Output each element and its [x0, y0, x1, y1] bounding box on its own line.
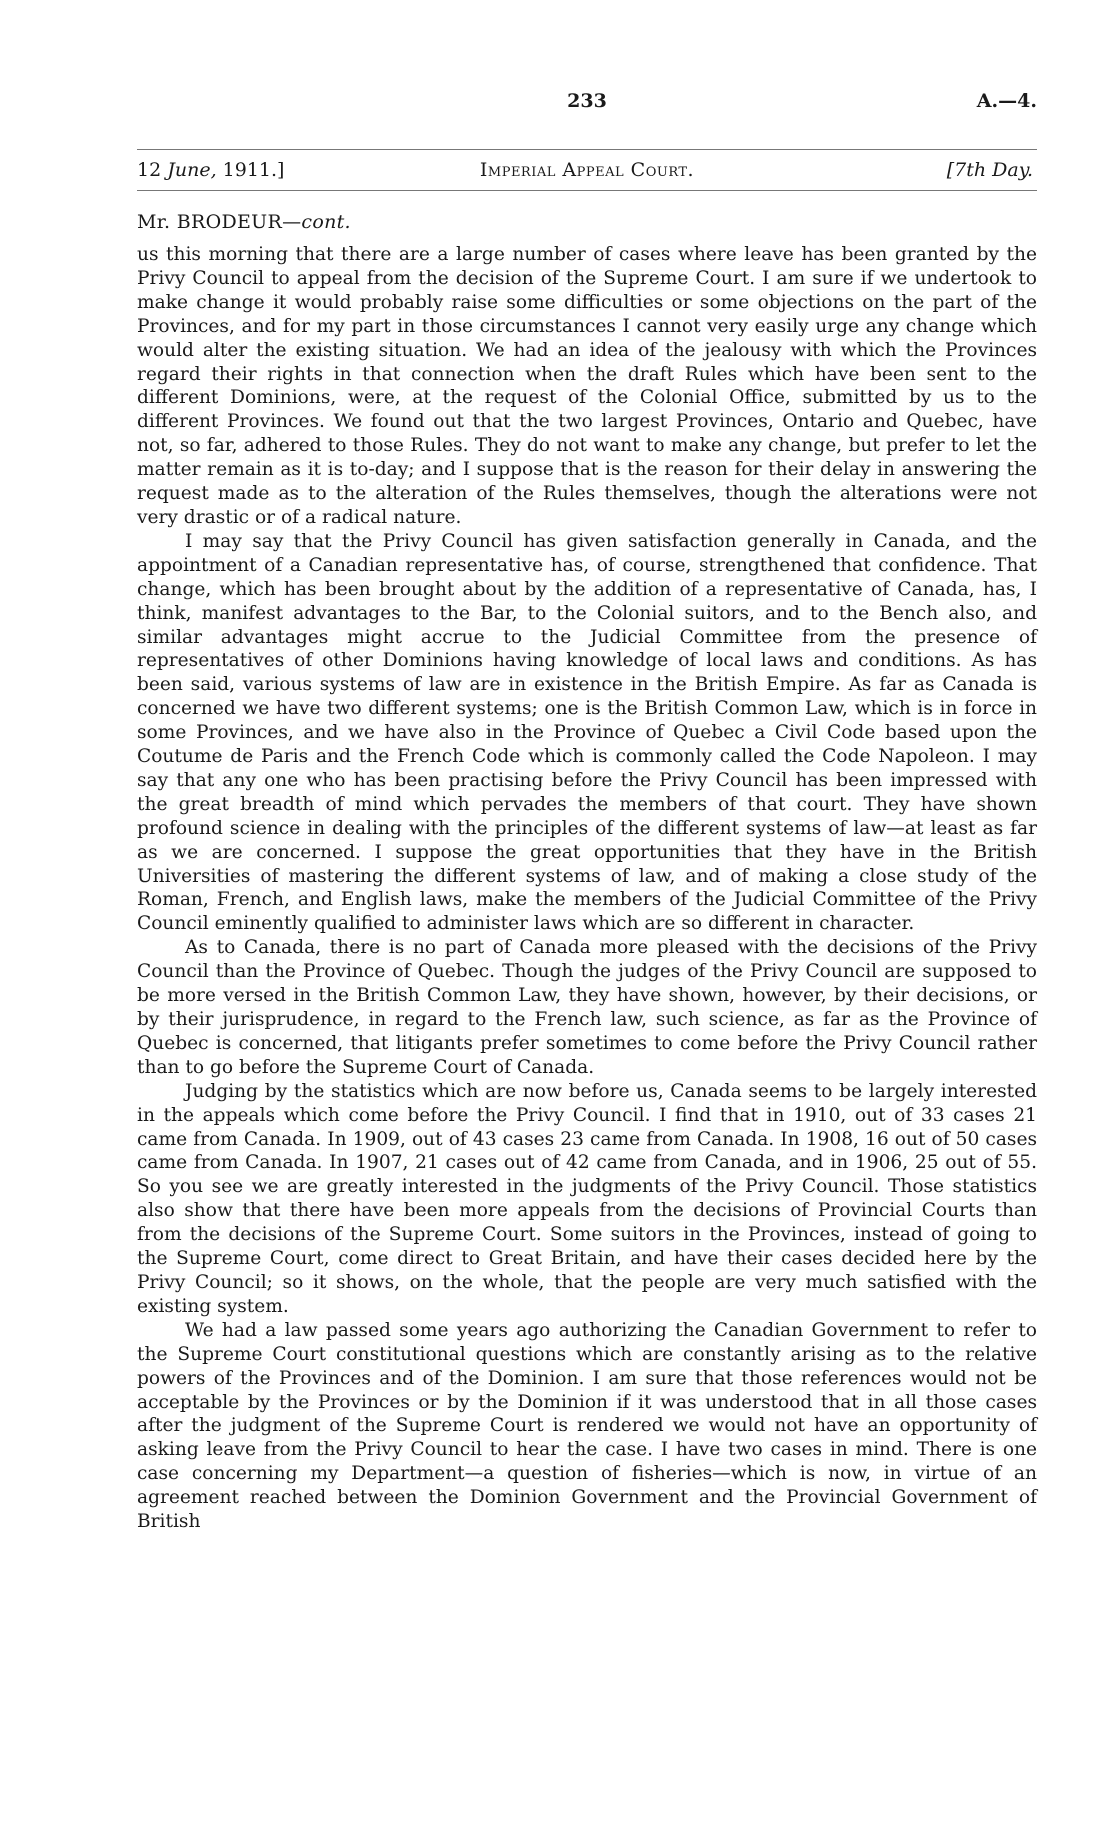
header-title: Imperial Appeal Court. — [479, 159, 695, 181]
speaker-name: Mr. BRODEUR— — [137, 211, 302, 233]
speaker-suffix: cont. — [301, 211, 351, 233]
paragraph: As to Canada, there is no part of Canada more pleased with the decisions of the Privy Council than the Province of Quebec. Though the judges of the Privy Council are supposed to be more versed in the British Common Law, they have shown, however, by their decisions, or by their jurisprudence, in regard to the French law, such science, as far as the Province of Quebec is concerned, that litigants prefer sometimes to come before the Privy Council rather than to go before the Supreme Court of Canada. — [137, 937, 1037, 1078]
paragraph: I may say that the Privy Council has given satisfaction generally in Canada, and the appointment of a Canadian representative has, of course, strengthened that confidence. That change, which has been brought about by the addition of a representative of Canada, has, I think, manifest advantages to the Bar, to the Colonial suitors, and to the Bench also, and similar advantages might accrue to the Judicial Committee from the presence of representatives of other Dominions having knowledge of local laws and conditions. As has been said, various systems of law are in existence in the British Empire. As far as Canada is concerned we have two different systems; one is the British Common Law, which is in force in some Provinces, and we have also in the Province of Quebec a Civil Code based upon the Coutume de Paris and the French Code which is commonly called the Code Napoleon. I may say that any one who has been practising before the Privy Council has been impressed with the great breadth of mind which pervades the members of that court. They have shown profound science in dealing with the principles of the different systems of law—at least as far as we are concerned. I suppose the great opportunities that they have in the British Universities of mastering the different systems of law, and of making a close study of the Roman, French, and English laws, make the members of the Judicial Committee of the Privy Council eminently qualified to administer laws which are so different in character. — [137, 530, 1037, 935]
date-month: June, — [167, 159, 217, 181]
document-page — [137, 90, 1037, 1534]
document-reference: A.—4. — [976, 90, 1037, 112]
header-day: [7th Day. — [946, 159, 1033, 181]
paragraph: us this morning that there are a large number of cases where leave has been granted by the Privy Council to appeal from the decision of the Supreme Court. I am sure if we undertook to make change it would probably raise some difficulties or some objections on the part of the Provinces, and for my part in those circumstances I cannot very easily urge any change which would alter the existing situation. We had an idea of the jealousy with which the Provinces regard their rights in that connection when the draft Rules which have been sent to the different Dominions, were, at the request of the Colonial Office, submitted by us to the different Provinces. We found out that the two largest Provinces, Ontario and Quebec, have not, so far, adhered to those Rules. They do not want to make any change, but prefer to let the matter remain as it is to-day; and I suppose that is the reason for their delay in answering the request made as to the alteration of the Rules themselves, though the alterations were not very drastic or of a radical nature. — [137, 244, 1037, 528]
date-year: 1911.] — [222, 159, 285, 181]
paragraph: Judging by the statistics which are now before us, Canada seems to be largely interested in the appeals which come before the Privy Council. I find that in 1910, out of 33 cases 21 came from Canada. In 1909, out of 43 cases 23 came from Canada. In 1908, 16 out of 50 cases came from Canada. In 1907, 21 cases out of 42 came from Canada, and in 1906, 25 out of 55. So you see we are greatly interested in the judgments of the Privy Council. Those statistics also show that there have been more appeals from the decisions of Provincial Courts than from the decisions of the Supreme Court. Some suitors in the Provinces, instead of going to the Supreme Court, come direct to Great Britain, and have their cases decided here by the Privy Council; so it shows, on the whole, that the people are very much satisfied with the existing system. — [137, 1080, 1037, 1317]
body-text — [137, 243, 1037, 1534]
speaker-heading — [137, 211, 1037, 233]
paragraph: We had a law passed some years ago authorizing the Canadian Government to refer to the Supreme Court constitutional questions which are constantly arising as to the relative powers of the Provinces and of the Dominion. I am sure that those references would not be acceptable by the Provinces or by the Dominion if it was understood that in all those cases after the judgment of the Supreme Court is rendered we would not have an opportunity of asking leave from the Privy Council to hear the case. I have two cases in mind. There is one case concerning my Department—a question of fisheries—which is now, in virtue of an agreement reached between the Dominion Government and the Provincial Government of British — [137, 1319, 1037, 1533]
page-number: 233 — [567, 90, 607, 112]
date-day: 12 — [137, 159, 162, 181]
page-top-line — [137, 90, 1037, 124]
running-header — [137, 149, 1037, 191]
